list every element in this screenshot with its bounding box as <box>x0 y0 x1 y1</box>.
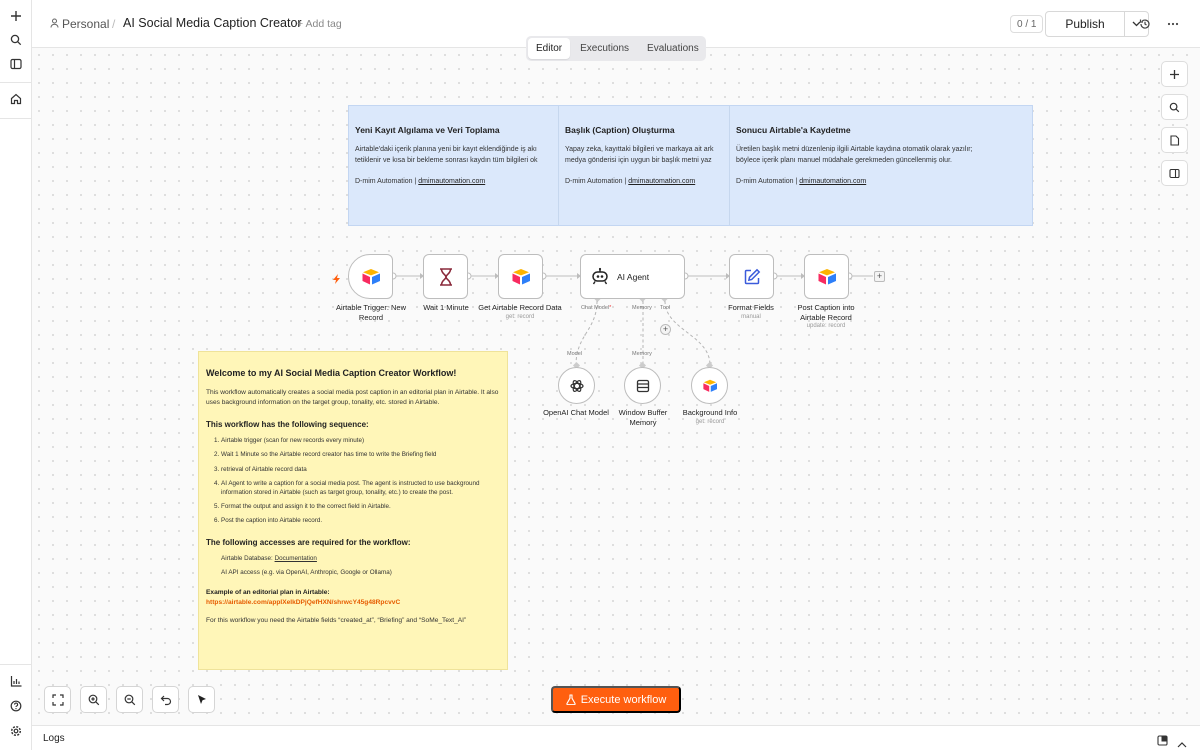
credit-link[interactable]: dmimautomation.com <box>418 178 486 185</box>
add-node-after-button[interactable]: + <box>874 271 885 282</box>
node-get-airtable-record[interactable] <box>498 254 543 299</box>
port-label-memory: Memory <box>632 305 652 311</box>
node-subtitle: update: record <box>806 323 846 329</box>
list-item: 3. retrieval of Airtable record data <box>221 466 500 474</box>
more-options-icon[interactable] <box>1164 15 1182 33</box>
sticky-column-text: Üretilen başlık metni düzenlenip ilgili Airtable kaydına otomatik olarak yazılır; <box>736 146 973 153</box>
node-format-fields[interactable] <box>729 254 774 299</box>
plus-icon[interactable] <box>6 6 26 26</box>
fields-note: For this workflow you need the Airtable fields “created_at”, “Briefing” and “SoMe_Text_AI” <box>206 616 467 624</box>
sticky-column-text: böylece içerik planı manuel müdahale gerekmeden güncellenmiş olur. <box>736 157 952 164</box>
sticky-note-overview[interactable] <box>348 105 1033 226</box>
airtable-icon <box>511 268 531 286</box>
edit-icon <box>743 268 761 286</box>
sidebar-icon[interactable] <box>6 54 26 74</box>
documentation-link[interactable]: Documentation <box>274 554 317 562</box>
node-subtitle: get: record <box>505 314 535 320</box>
undo-button[interactable] <box>152 686 179 713</box>
port-label-tool: Tool <box>660 305 671 311</box>
access-heading: The following accesses are required for the workflow: <box>206 537 411 547</box>
add-tag-button[interactable]: + Add tag <box>297 18 342 30</box>
node-label: Background Info <box>682 408 738 417</box>
breadcrumb-separator: / <box>112 17 116 31</box>
publish-button[interactable]: Publish <box>1045 11 1125 37</box>
user-icon <box>50 17 59 31</box>
toggle-panel-button[interactable] <box>1161 160 1188 186</box>
port-label-chat-model: Chat Model* <box>581 305 612 311</box>
node-background-info[interactable] <box>691 367 728 404</box>
zoom-out-button[interactable] <box>116 686 143 713</box>
node-subtitle: get: record <box>695 419 725 425</box>
execute-label: Execute workflow <box>580 693 667 706</box>
help-icon[interactable] <box>6 696 26 716</box>
node-label: OpenAI Chat Model <box>543 408 609 417</box>
zoom-in-button[interactable] <box>80 686 107 713</box>
openai-icon <box>569 378 585 394</box>
sticky-credit: D-mim Automation | dmimautomation.com <box>355 178 486 185</box>
node-window-buffer-memory[interactable] <box>624 367 661 404</box>
cursor-icon[interactable] <box>188 686 215 713</box>
add-node-button[interactable] <box>1161 61 1188 87</box>
airtable-icon <box>361 268 381 286</box>
search-nodes-button[interactable] <box>1161 94 1188 120</box>
list-item: 1. Airtable trigger (scan for new records every minute) <box>221 437 500 445</box>
list-item: 2. Wait 1 Minute so the Airtable record creator has time to write the Briefing field <box>221 451 500 459</box>
node-label: Wait 1 Minute <box>423 303 469 312</box>
list-item: 6. Post the caption into Airtable record. <box>221 517 500 525</box>
hourglass-icon <box>439 268 453 286</box>
execute-workflow-button[interactable] <box>551 686 681 713</box>
flask-icon <box>566 694 576 705</box>
credit-link[interactable]: dmimautomation.com <box>799 178 867 185</box>
node-ai-agent[interactable] <box>580 254 685 299</box>
list-item: 5. Format the output and assign it to the correct field in Airtable. <box>221 503 500 511</box>
version-count-badge: 0 / 1 <box>1010 15 1043 33</box>
example-heading: Example of an editorial plan in Airtable: <box>206 588 330 596</box>
sticky-credit: D-mim Automation | dmimautomation.com <box>736 178 867 185</box>
node-airtable-trigger[interactable] <box>348 254 393 299</box>
airtable-icon <box>702 379 718 393</box>
robot-icon <box>590 266 610 286</box>
sticky-credit: D-mim Automation | dmimautomation.com <box>565 178 696 185</box>
list-item: 4. AI Agent to write a caption for a social media post. The agent is instructed to use background information stored in Airtable (such as target group, tonality, etc.) to create the post. <box>221 480 500 497</box>
list-item: Airtable Database: Documentation <box>221 554 317 562</box>
sticky-intro: This workflow automatically creates a social media post caption in an editorial plan in Airtable. It also uses background information on the target group, tonality, etc. stored in Airtable. <box>206 389 499 406</box>
sticky-column-title: Başlık (Caption) Oluşturma <box>565 125 675 135</box>
settings-icon[interactable] <box>6 721 26 741</box>
access-list <box>206 555 500 578</box>
view-tabs <box>526 36 706 61</box>
node-label: Window Buffer Memory <box>618 408 668 427</box>
left-rail <box>0 0 32 750</box>
node-wait[interactable] <box>423 254 468 299</box>
workflow-title[interactable]: AI Social Media Caption Creator <box>123 16 302 30</box>
breadcrumb-project[interactable]: Personal <box>62 17 110 31</box>
airtable-icon <box>817 268 837 286</box>
sequence-heading: This workflow has the following sequence: <box>206 420 369 429</box>
tab-editor[interactable]: Editor <box>528 38 570 59</box>
sticky-column-3 <box>729 106 1033 226</box>
logs-label: Logs <box>43 733 65 744</box>
list-item: AI API access (e.g. via OpenAI, Anthropic, Google or Ollama) <box>221 569 392 577</box>
search-icon[interactable] <box>6 30 26 50</box>
sticky-column-text: Yapay zeka, kayıttaki bilgileri ve markaya ait ark <box>565 146 714 153</box>
connection-label: Memory <box>632 351 652 357</box>
credit-link[interactable]: dmimautomation.com <box>628 178 696 185</box>
add-tool-button[interactable]: + <box>660 324 671 335</box>
chart-icon[interactable] <box>6 671 26 691</box>
node-label: Post Caption into Airtable Record <box>797 303 855 322</box>
sticky-column-text: Airtable'daki içerik planına yeni bir kayıt eklendiğinde iş akı <box>355 146 537 153</box>
sequence-list <box>206 437 500 526</box>
sticky-column-title: Sonucu Airtable'a Kaydetme <box>736 125 851 135</box>
connection-label: Model <box>567 351 582 357</box>
node-label: AI Agent <box>617 272 650 282</box>
node-label: Format Fields <box>728 303 774 312</box>
database-icon <box>636 379 650 393</box>
example-link[interactable]: https://airtable.com/appIXeIkDPjQefHXN/shrwcY45g48RpcvvC <box>206 598 401 606</box>
sticky-column-text: tetiklenir ve kısa bir bekleme sonrası kaydın tüm bilgileri ok <box>355 157 538 164</box>
node-label: Get Airtable Record Data <box>478 303 562 312</box>
tab-executions[interactable]: Executions <box>580 43 630 54</box>
sticky-column-2 <box>558 106 730 226</box>
node-openai-chat-model[interactable] <box>558 367 595 404</box>
sticky-column-1 <box>349 106 559 226</box>
history-icon[interactable] <box>1136 15 1154 33</box>
node-label: Airtable Trigger: New Record <box>335 303 407 322</box>
chevron-up-icon[interactable] <box>1177 735 1187 750</box>
sticky-column-text: medya gönderisi için uygun bir başlık metni yaz <box>565 157 712 164</box>
fit-view-button[interactable] <box>44 686 71 713</box>
sticky-column-title: Yeni Kayıt Algılama ve Veri Toplama <box>355 125 500 135</box>
logs-panel[interactable] <box>32 725 1200 750</box>
sticky-title: Welcome to my AI Social Media Caption Creator Workflow! <box>206 368 457 378</box>
home-icon[interactable] <box>6 89 26 109</box>
popout-icon[interactable] <box>1157 733 1168 750</box>
node-subtitle: manual <box>741 314 761 320</box>
tab-evaluations[interactable]: Evaluations <box>647 43 699 54</box>
node-post-caption[interactable] <box>804 254 849 299</box>
sticky-note-button[interactable] <box>1161 127 1188 153</box>
sticky-note-welcome[interactable] <box>198 351 508 670</box>
lightning-icon <box>333 271 341 289</box>
